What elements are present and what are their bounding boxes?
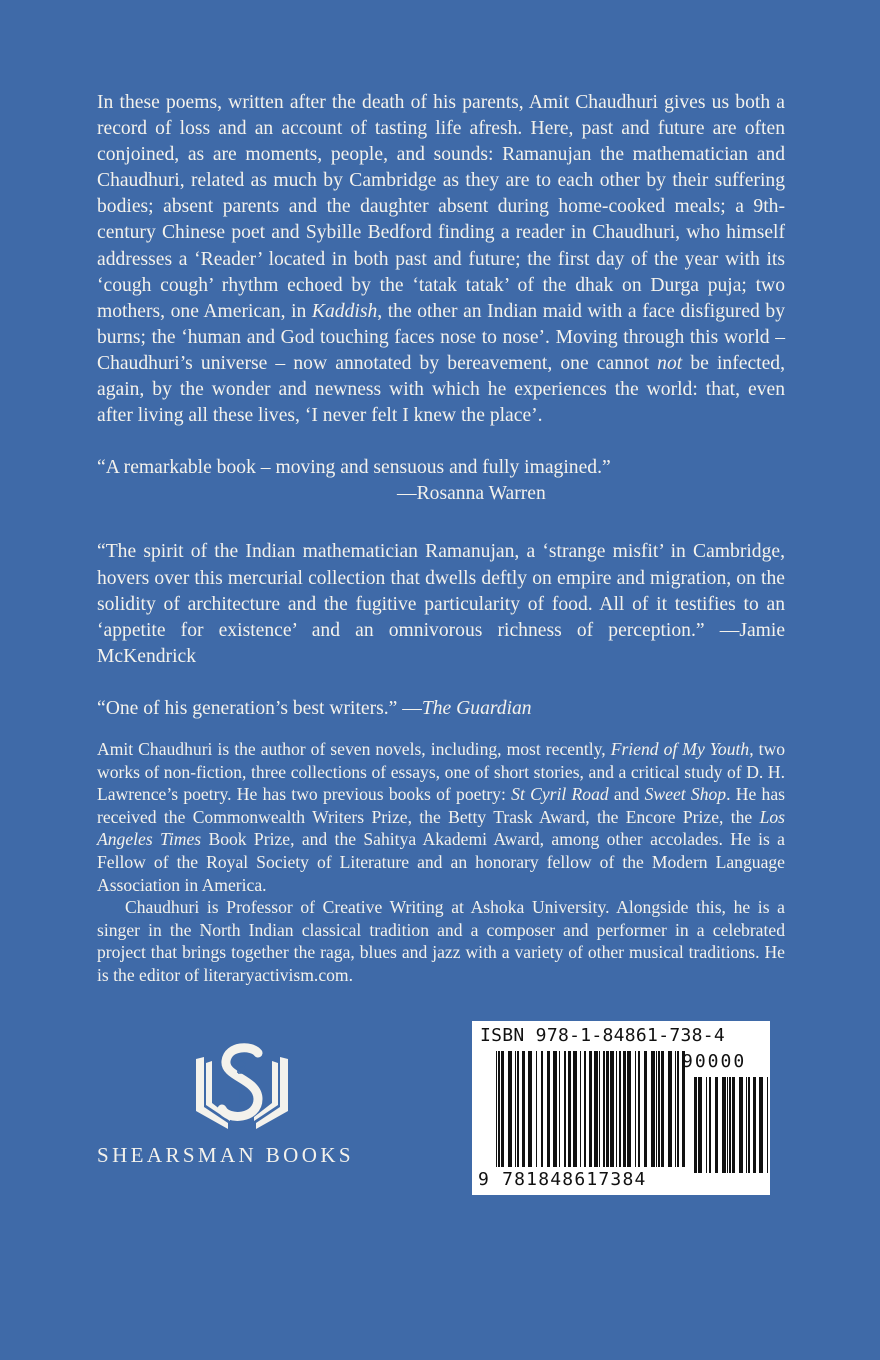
blurb-text: “The spirit of the Indian mathematician Ramanujan, a ‘strange misfit’ in Cambridge, hovers over this mercurial collection that dwells deftly on empire and migration, on the solidity of architecture and the fugitive particularity of food. All of it testifies to an ‘appetite for existence’ and an omnivorous richness of perception.” [97,541,785,641]
barcode-bar [767,1077,768,1173]
barcode-bar [656,1051,657,1167]
barcode-bar [610,1051,614,1167]
bio-paragraph [97,738,785,896]
description-italic-emphasis: not [657,352,683,374]
blurb-text: “One of his generation’s best writers.” [97,697,403,719]
barcode-bar [553,1051,557,1167]
bio-italic-title: Sweet Shop [644,784,727,805]
cover-footer [97,1021,785,1195]
barcode-bar [727,1077,728,1173]
barcode-bar [627,1051,631,1167]
blurb-attribution-mckendrick: —Jamie McKendrick [97,619,786,667]
bio-italic-title: Friend of My Youth [610,738,750,759]
barcode-bar [547,1051,550,1167]
barcode-bar [732,1077,735,1173]
barcode-bar [759,1077,763,1173]
barcode-bar [638,1051,640,1167]
bio-italic-title: St Cyril Road [511,784,609,805]
barcode-bar [522,1051,525,1167]
barcode-bar [722,1077,726,1173]
publisher-logo [97,1043,387,1168]
barcode-bar [748,1077,750,1173]
barcode-bar [623,1051,626,1167]
barcode-bar [709,1077,711,1173]
barcode-bar [675,1051,676,1167]
blurb-quote-guardian [97,696,785,722]
barcode-bar [706,1077,707,1173]
bio-italic-title: Los Angeles Times [97,806,785,850]
isbn-barcode [472,1021,770,1195]
barcode-bar [508,1051,512,1167]
barcode-bar [589,1051,592,1167]
barcode-bar [658,1051,660,1167]
barcode-bar [528,1051,532,1167]
description-text: be infected, again, by the wonder and newness with which he experiences the world: that, even after living all these lives, ‘I never felt I knew the place’. [97,352,785,427]
barcode-bar [619,1051,621,1167]
bio-text: , two works of non-fiction, three collections of essays, one of short stories, and a critical study of D. H. Lawrence’s poetry. He has two previous books of poetry: [97,738,785,805]
barcode-bar [515,1051,516,1167]
ean-digits [478,1169,647,1191]
blurb-quote-warren: “A remarkable book – moving and sensuous and fully imagined.” [97,457,611,479]
barcode-bar [715,1077,718,1173]
blurb-quote-mckendrick [97,539,785,669]
blurb-attribution-warren: —Rosanna Warren [397,483,546,505]
barcode-bar [603,1051,605,1167]
bio-text: Amit Chaudhuri is the author of seven novels, including, most recently, [97,738,611,759]
bio-text: Book Prize, and the Sahitya Akademi Award, among other accolades. He is a Fellow of the Royal Society of Literature and an honorary fellow of the Modern Language Association in America. [97,829,785,895]
barcode-bar [739,1077,743,1173]
barcode-bar [568,1051,571,1167]
barcode-bar [541,1051,543,1167]
barcode-bar [564,1051,566,1167]
publisher-name: SHEARSMAN BOOKS [97,1142,354,1167]
barcode-bar [501,1051,504,1167]
author-bio [97,738,785,987]
barcode-bar [668,1051,672,1167]
barcode-bar [753,1077,756,1173]
book-s-logo-icon [192,1043,292,1135]
barcode-bar [517,1051,519,1167]
blurb-attribution-dash: — [402,697,422,719]
book-description [97,90,785,429]
barcode-bar [580,1051,581,1167]
price-addon-code: 90000 [682,1050,747,1072]
barcode-bar [606,1051,609,1167]
barcode-bar [498,1051,500,1167]
bio-paragraph: Chaudhuri is Professor of Creative Writing at Ashoka University. Alongside this, he is a singer in the North Indian classical tradition and a composer and performer in a celebrated project that brings together the raga, blues and jazz with a variety of other musical traditions. He is the editor of literaryactivism.com. [97,897,785,985]
barcode-bar [729,1077,731,1173]
ean-first-digit: 9 [478,1168,491,1190]
barcode-bar [677,1051,679,1167]
barcode-bar [635,1051,636,1167]
barcode-bar [746,1077,747,1173]
description-text: , the other an Indian maid with a face disfigured by burns; the ‘human and God touching faces nose to nose’. Moving through this world – Chaudhuri’s universe – now annotated by bereavement, one cannot [97,300,785,374]
barcode-bar [644,1051,647,1167]
barcode-bar [594,1051,598,1167]
barcode-bar [599,1051,600,1167]
barcode-bar [651,1051,655,1167]
bio-text: and [608,784,645,805]
barcode-bar [698,1077,702,1173]
ean-rest-digits: 781848617384 [502,1168,647,1190]
blurb-source-guardian: The Guardian [421,697,532,719]
barcode-bar [496,1051,497,1167]
barcode-bar [694,1077,697,1173]
bio-text: . He has received the Commonwealth Writers Prize, the Betty Trask Award, the Encore Prize, the [97,784,786,827]
barcode-bar [616,1051,617,1167]
barcode-bar [536,1051,537,1167]
barcode-bar [584,1051,586,1167]
barcode-bar [559,1051,560,1167]
description-italic-title: Kaddish [311,300,378,322]
isbn-label: ISBN 978-1-84861-738-4 [480,1024,726,1046]
description-text: In these poems, written after the death of his parents, Amit Chaudhuri gives us both a record of loss and an account of tasting life afresh. Here, past and future are often conjoined, as are moments, people, and sounds: Ramanujan the mathematician and Chaudhuri, related as much by Cambridge as they are to each other by their suffering bodies; absent parents and the daughter absent during home-cooked meals; a 9th-century Chinese poet and Sybille Bedford finding a reader in Chaudhuri, who himself addresses a ‘Reader’ located in both past and future; the first day of the year with its ‘cough cough’ rhythm echoed by the ‘tatak tatak’ of the dhak on Durga puja; two mothers, one American, in [97,92,785,322]
barcode-bar [661,1051,664,1167]
barcode-bar [573,1051,577,1167]
